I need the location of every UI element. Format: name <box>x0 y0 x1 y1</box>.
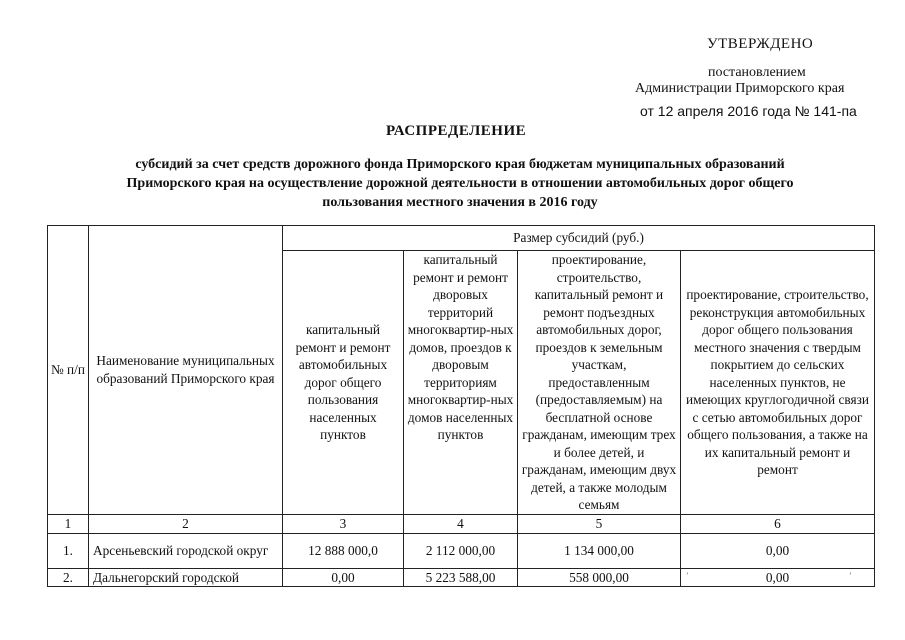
scan-mark-left: ʼ <box>686 571 689 580</box>
col-header-6: проектирование, строительство, реконструкция автомобильных дорог общего пользования местного значения с твердым покрытием до сельских населенных пунктов, не имеющих круглогодичной связи с сетью автомобильных дорог общего пользования, а также на их капитальный ремонт и ремонт <box>681 251 875 515</box>
col-header-number: № п/п <box>48 226 89 515</box>
municipality-name: Арсеньевский городской округ <box>89 533 283 568</box>
col-header-5: проектирование, строительство, капитальный ремонт и ремонт подъездных автомобильных дорог, проездов к земельным участкам, предоставленным (предоставляемым) на бесплатной основе гражданам, имеющим трех и более детей, и гражданам, имеющим двух детей, а также молодым семьям <box>518 251 681 515</box>
document-subtitle <box>60 155 860 212</box>
value-col-6: 0,00 <box>681 568 875 587</box>
row-number: 1. <box>48 533 89 568</box>
value-col-3: 0,00 <box>283 568 404 587</box>
col-number-6: 6 <box>681 514 875 533</box>
document-title: РАСПРЕДЕЛЕНИЕ <box>386 123 527 139</box>
subsidy-table <box>47 225 875 587</box>
col-number-1: 1 <box>48 514 89 533</box>
value-col-5: 1 134 000,00 <box>518 533 681 568</box>
col-number-4: 4 <box>404 514 518 533</box>
scan-mark-right: ʼ <box>849 571 852 580</box>
value-col-4: 2 112 000,00 <box>404 533 518 568</box>
value-col-4: 5 223 588,00 <box>404 568 518 587</box>
col-number-2: 2 <box>89 514 283 533</box>
group-header-subsidy: Размер субсидий (руб.) <box>283 226 875 251</box>
value-col-6: 0,00 <box>681 533 875 568</box>
approved-stamp: УТВЕРЖДЕНО <box>707 36 814 52</box>
subtitle-line-1: субсидий за счет средств дорожного фонда Приморского края бюджетам муниципальных образований <box>135 157 785 172</box>
approval-date: от 12 апреля 2016 года № 141-па <box>640 103 857 119</box>
table-row <box>48 533 875 568</box>
subtitle-line-2: Приморского края на осуществление дорожной деятельности в отношении автомобильных дорог общего <box>126 176 794 191</box>
col-header-4: капитальный ремонт и ремонт дворовых территорий многоквартир-ных домов, проездов к дворовым территориям многоквартир-ных домов населенных пунктов <box>404 251 518 515</box>
value-col-5: 558 000,00 <box>518 568 681 587</box>
value-col-3: 12 888 000,0 <box>283 533 404 568</box>
col-header-3: капитальный ремонт и ремонт автомобильных дорог общего пользования населенных пунктов <box>283 251 404 515</box>
approval-by-line-2: Администрации Приморского края <box>635 81 845 96</box>
approval-by-line-1: постановлением <box>708 65 806 80</box>
subtitle-line-3: пользования местного значения в 2016 году <box>322 195 598 210</box>
municipality-name: Дальнегорский городской <box>89 568 283 587</box>
col-number-3: 3 <box>283 514 404 533</box>
col-header-name: Наименование муниципальных образований Приморского края <box>89 226 283 515</box>
col-number-5: 5 <box>518 514 681 533</box>
table-row <box>48 568 875 587</box>
row-number: 2. <box>48 568 89 587</box>
